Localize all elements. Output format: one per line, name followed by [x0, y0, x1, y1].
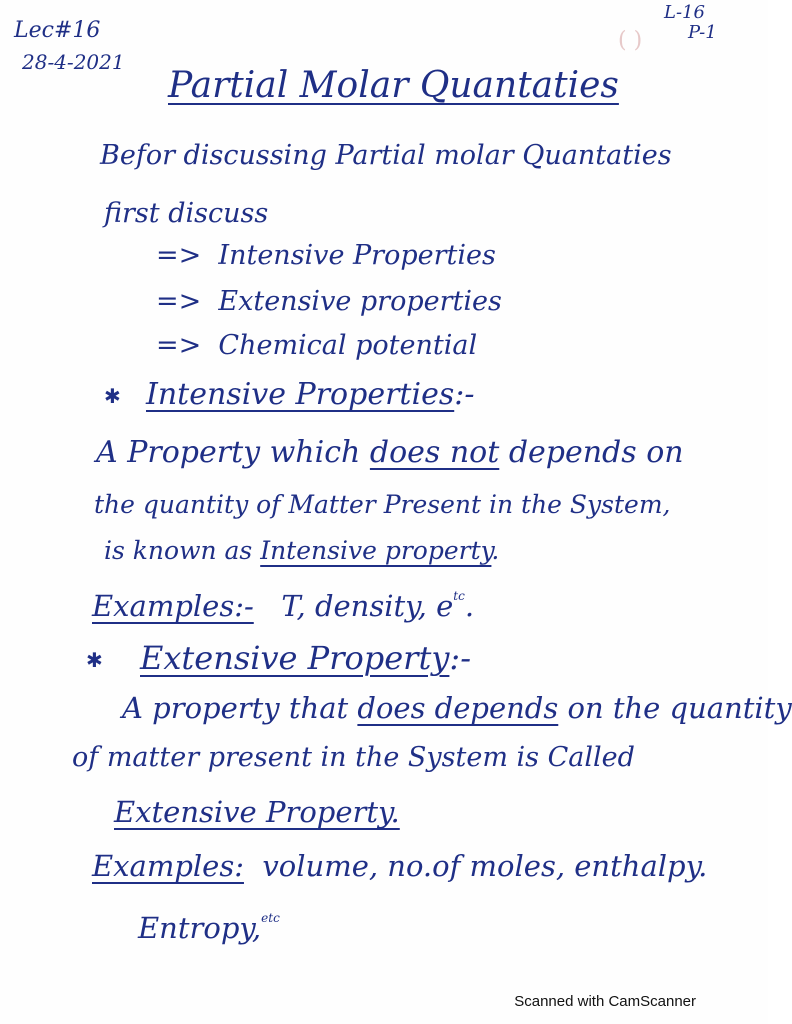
lecture-number: Lec#16: [14, 18, 101, 43]
star-icon: ✱: [104, 384, 121, 408]
page-title: Partial Molar Quantaties: [168, 65, 619, 106]
arrow-icon: =>: [156, 286, 202, 317]
intro-line-2: first discuss: [104, 198, 269, 229]
lecture-date: 28-4-2021: [22, 50, 125, 74]
intensive-def-line-2: the quantity of Matter Present in the System,: [94, 490, 671, 519]
intensive-def-line-3: is known as Intensive property.: [104, 536, 500, 565]
list-item-label: Extensive properties: [218, 286, 502, 317]
arrow-icon: =>: [156, 330, 202, 361]
extensive-def-line-3: Extensive Property.: [114, 795, 400, 829]
list-item: [156, 242, 496, 269]
extensive-examples-cont: Entropy,$^{etc}$: [138, 911, 280, 945]
list-item: [156, 332, 477, 359]
extensive-heading: Extensive Property:-: [140, 639, 471, 677]
page-number: P-1: [688, 22, 717, 43]
star-icon: ✱: [86, 648, 103, 672]
camscanner-watermark: Scanned with CamScanner: [514, 993, 696, 1010]
extensive-def-line-2: of matter present in the System is Called: [72, 742, 635, 773]
list-item-label: Chemical potential: [218, 330, 478, 361]
intensive-heading: Intensive Properties:-: [146, 377, 475, 412]
intro-line-1: Befor discussing Partial molar Quantaties: [100, 140, 672, 171]
extensive-examples: Examples: volume, no.of moles, enthalpy.: [92, 849, 708, 883]
list-item: [156, 288, 502, 315]
faint-mark: ( ): [618, 28, 643, 53]
intensive-def-line-1: A Property which does not depends on: [96, 435, 684, 470]
intensive-examples: Examples:- T, density, $e^{tc}$.: [92, 589, 475, 623]
list-item-label: Intensive Properties: [218, 240, 496, 271]
page-code: L-16: [664, 2, 705, 23]
extensive-def-line-1: A property that does depends on the quantity: [122, 691, 792, 725]
arrow-icon: =>: [156, 240, 202, 271]
